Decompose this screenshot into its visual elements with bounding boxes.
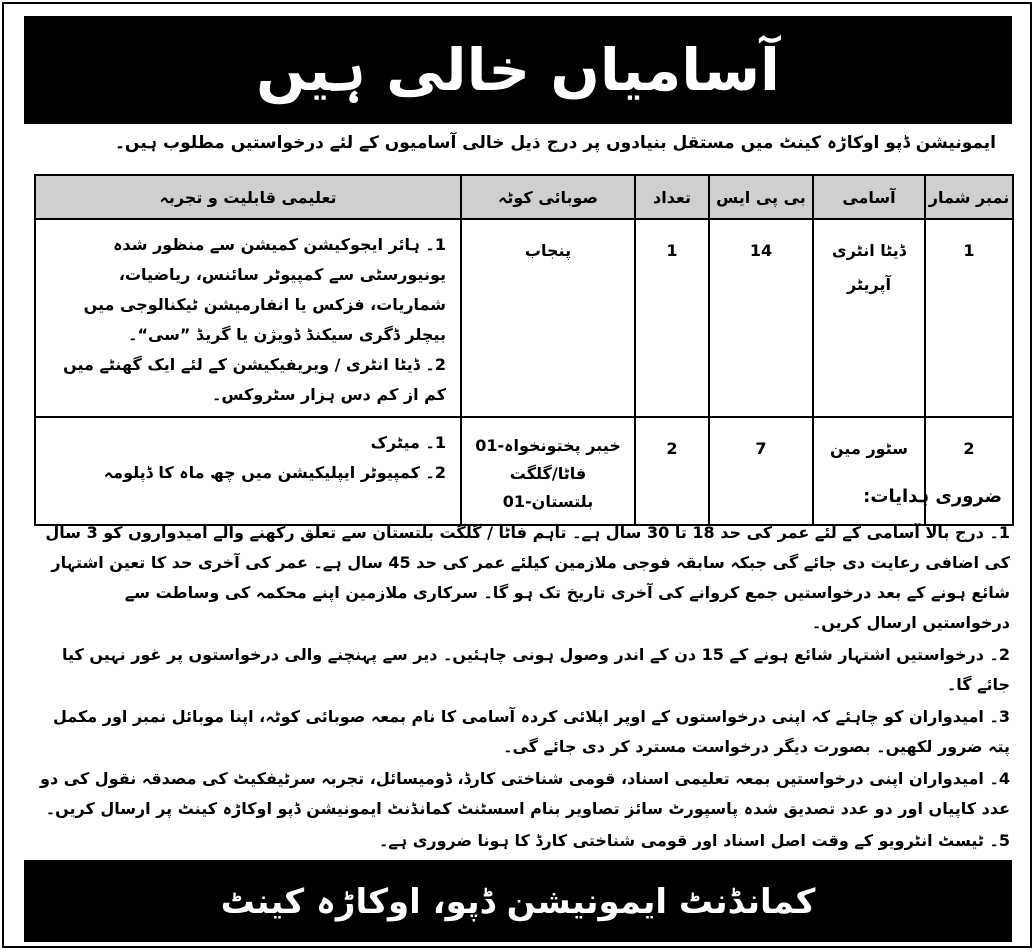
row-count: 1 — [635, 219, 709, 417]
row-quota: خیبر پختونخواہ-01 فاٹا/گلگت بلتستان-01 — [461, 417, 635, 525]
intro-text: ایمونیشن ڈپو اوکاڑہ کینٹ میں مستقل بنیادوں پر درج ذیل خالی آسامیوں کے لئے درخواستیں مطلوب ہیں۔ — [114, 133, 996, 153]
header-bps: بی پی ایس — [709, 175, 813, 219]
footer-signature: کمانڈنٹ ایمونیشن ڈپو، اوکاڑہ کینٹ — [220, 881, 816, 922]
row-serial: 2 — [925, 417, 1013, 525]
vacancies-table — [34, 174, 1014, 526]
header-quota: صوبائی کوٹہ — [461, 175, 635, 219]
advertisement-page — [2, 2, 1032, 948]
row-bps: 14 — [709, 219, 813, 417]
footer-banner — [24, 860, 1012, 942]
table-row — [35, 219, 1013, 417]
page-title: آسامیاں خالی ہیں — [256, 36, 780, 104]
instructions-title: ضروری ہدایات: — [863, 486, 1002, 507]
table-header-row — [35, 175, 1013, 219]
row-quota: پنجاب — [461, 219, 635, 417]
header-post: آسامی — [813, 175, 925, 219]
row-serial: 1 — [925, 219, 1013, 417]
header-banner — [24, 16, 1012, 124]
instruction-item: 1۔ درج بالا آسامی کے لئے عمر کی حد 18 تا 30 سال ہے۔ تاہم فاٹا / گلگت بلتستان سے تعلق رکھنے والے امیدواروں کو 3 سال کی اضافی رعایت دی جائے گی جبکہ سابقہ فوجی ملازمین کیلئے عمر کی حد 45 سال ہے۔ عمر کی آخری حد کا تعین اشتہار شائع ہونے کے بعد درخواستیں جمع کروانے کی آخری تاریخ تک ہو گا۔ سرکاری ملازمین اپنے محکمہ کی وساطت سے درخواستیں ارسال کریں۔ — [45, 523, 1010, 632]
instruction-item: 2۔ درخواستیں اشتہار شائع ہونے کے 15 دن کے اندر وصول ہونی چاہئیں۔ دیر سے پہنچنے والی درخواستوں پر غور نہیں کیا جائے گا۔ — [61, 645, 1010, 694]
qualification-line: 2۔ ڈیٹا انٹری / ویریفیکیشن کے لئے ایک گھنٹے میں کم از کم دس ہزار سٹروکس۔ — [63, 355, 446, 404]
row-count: 2 — [635, 417, 709, 525]
table-row — [35, 417, 1013, 525]
header-count: تعداد — [635, 175, 709, 219]
qualification-line: 1۔ میٹرک — [370, 433, 446, 452]
header-qualification: تعلیمی قابلیت و تجربہ — [35, 175, 461, 219]
row-bps: 7 — [709, 417, 813, 525]
row-qualification — [35, 219, 461, 417]
instruction-item: 5۔ ٹیسٹ انٹرویو کے وقت اصل اسناد اور قومی شناختی کارڈ کا ہونا ضروری ہے۔ — [379, 831, 1010, 850]
row-qualification — [35, 417, 461, 525]
instruction-item: 4۔ امیدواران اپنی درخواستیں بمعہ تعلیمی اسناد، قومی شناختی کارڈ، ڈومیسائل، تجربہ سرٹیفکیٹ کی مصدقہ نقول کی دو عدد کاپیاں اور دو عدد تصدیق شدہ پاسپورٹ سائز تصاویر بنام اسسٹنٹ کمانڈنٹ ایمونیشن ڈپو اوکاڑہ کینٹ پر ارسال کریں۔ — [40, 769, 1010, 818]
row-post: ڈیٹا انٹری آپریٹر — [813, 219, 925, 417]
header-serial: نمبر شمار — [925, 175, 1013, 219]
qualification-line: 2۔ کمپیوٹر ایپلیکیشن میں چھ ماہ کا ڈپلومہ — [103, 463, 446, 482]
instruction-item: 3۔ امیدواران کو چاہئے کہ اپنی درخواستوں کے اوپر اپلائی کردہ آسامی کا نام بمعہ صوبائی کوٹہ، اپنا موبائل نمبر اور مکمل پتہ ضرور لکھیں۔ بصورت دیگر درخواست مسترد کر دی جائے گی۔ — [52, 707, 1010, 756]
qualification-line: 1۔ ہائر ایجوکیشن کمیشن سے منظور شدہ یونیورسٹی سے کمپیوٹر سائنس، ریاضیات، شماریات، فزکس یا انفارمیشن ٹیکنالوجی میں بیچلر ڈگری سیکنڈ ڈویژن یا گریڈ ”سی“۔ — [83, 235, 446, 344]
instructions-list — [32, 518, 1010, 890]
row-post: سٹور مین — [813, 417, 925, 525]
